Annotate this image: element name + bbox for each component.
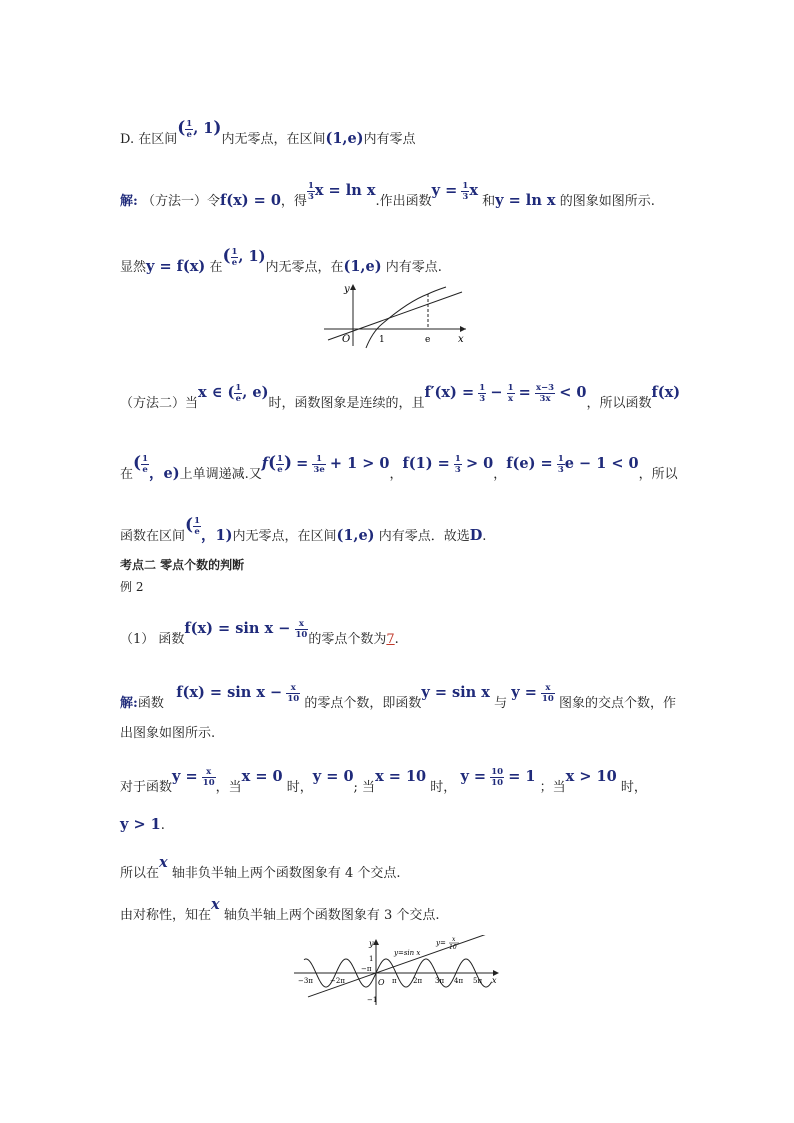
fig2-line-label-num: x — [452, 936, 456, 943]
fig2-origin-label: O — [378, 978, 385, 987]
answer-line-two-cont: y > 1. — [120, 816, 165, 833]
fig2-y-axis-arrow — [373, 939, 379, 945]
figure-ln-graph — [320, 280, 470, 350]
fig2-2pi-label: 2π — [413, 977, 423, 985]
fig2-one-label: 1 — [369, 955, 374, 963]
fig2-neg-one-label: −1 — [367, 996, 378, 1004]
line-one-third-x — [328, 292, 462, 340]
fig1-x-label: x — [458, 334, 464, 345]
x-axis-arrow — [460, 326, 466, 332]
fig1-origin-label: O — [342, 334, 351, 345]
example-label: 例 2 — [120, 580, 144, 594]
fig2-5pi-label: 5π — [473, 977, 483, 985]
monotonic-line: 在( $\frac{1}{e}$ ，e)上单调递减.又f( $\frac{1}{e}$ ) = $\frac{1}{3e}$ + 1 > 0，f(1) = $\frac{1}{3}$ > 0，f(e) = $\frac{1}{3}$ e − 1 < 0，所以 — [120, 453, 678, 482]
fig2-3pi-label: 3π — [435, 977, 445, 985]
option-d-label: D. 在区间 — [120, 132, 178, 147]
option-d-line: D. 在区间( $\frac{1}{e}$ , 1)内无零点，在区间(1,e)内有零点 — [120, 118, 416, 147]
y-axis-arrow — [350, 284, 356, 290]
fig2-y-label: y — [369, 939, 374, 948]
conclusion-line: 函数在区间( $\frac{1}{e}$ ，1)内无零点，在区间(1,e) 内有零点．故选D. — [120, 515, 487, 544]
solution-observation: 显然y = f(x) 在( $\frac{1}{e}$ , 1)内无零点，在(1,e) 内有零点. — [120, 246, 442, 275]
fig2-neg-2pi-label: −2π — [330, 977, 345, 985]
fig2-4pi-label: 4π — [454, 977, 464, 985]
section-title: 考点二 零点个数的判断 — [120, 558, 245, 572]
answer-blank: 7 — [386, 632, 395, 647]
fig1-e-label: e — [425, 335, 431, 345]
fig2-x-label: x — [492, 976, 497, 985]
question-one: （1） 函数f(x) = sin x − $\frac{x}{10}$ 的零点个数为7. — [120, 618, 399, 647]
fig2-neg-pi-label: −π — [361, 965, 372, 973]
fig2-neg-3pi-label: −3π — [298, 977, 313, 985]
fig2-sin-label: y=sin x — [394, 949, 421, 957]
fig1-y-label: y — [344, 284, 350, 295]
solution-method-one: 解: （方法一）令f(x) = 0，得 $\frac{1}{3}$ x = ln x.作出函数y = $\frac{1}{3}$ x 和y = ln x 的图象如图所示. — [120, 180, 655, 209]
answer-line-one-cont: 出图象如图所示. — [120, 726, 216, 741]
answer-line-two: 对于函数y = $\frac{x}{10}$ ，当x = 0 时，y = 0; 当x = 10 时， y = $\frac{10}{10}$ = 1 ；当x > 10 时， — [120, 766, 647, 795]
curve-ln-x — [366, 287, 446, 348]
fig1-one-label: 1 — [379, 335, 385, 345]
line-x-over-10 — [308, 935, 492, 997]
figure-sin-graph — [292, 935, 502, 1007]
fig2-pi-label: π — [392, 977, 397, 985]
answer-line-three: 所以在x 轴非负半轴上两个函数图象有 4 个交点. — [120, 854, 401, 881]
answer-line-one: 解:函数 f(x) = sin x − $\frac{x}{10}$ 的零点个数，即函数y = sin x 与 y = $\frac{x}{10}$ 图象的交点个数，作 — [120, 682, 676, 711]
method-two-line: （方法二）当x ∈ ( $\frac{1}{e}$ , e)时，函数图象是连续的，且f′(x) = $\frac{1}{3}$ − $\frac{1}{x}$ = $\frac{x-3}{3x}$ < 0，所以函数f(x) — [120, 382, 681, 411]
answer-line-four: 由对称性，知在x 轴负半轴上两个函数图象有 3 个交点. — [120, 896, 440, 923]
fig2-line-label-pre: y= — [436, 939, 446, 947]
fig2-line-label-den: 10 — [449, 944, 457, 951]
